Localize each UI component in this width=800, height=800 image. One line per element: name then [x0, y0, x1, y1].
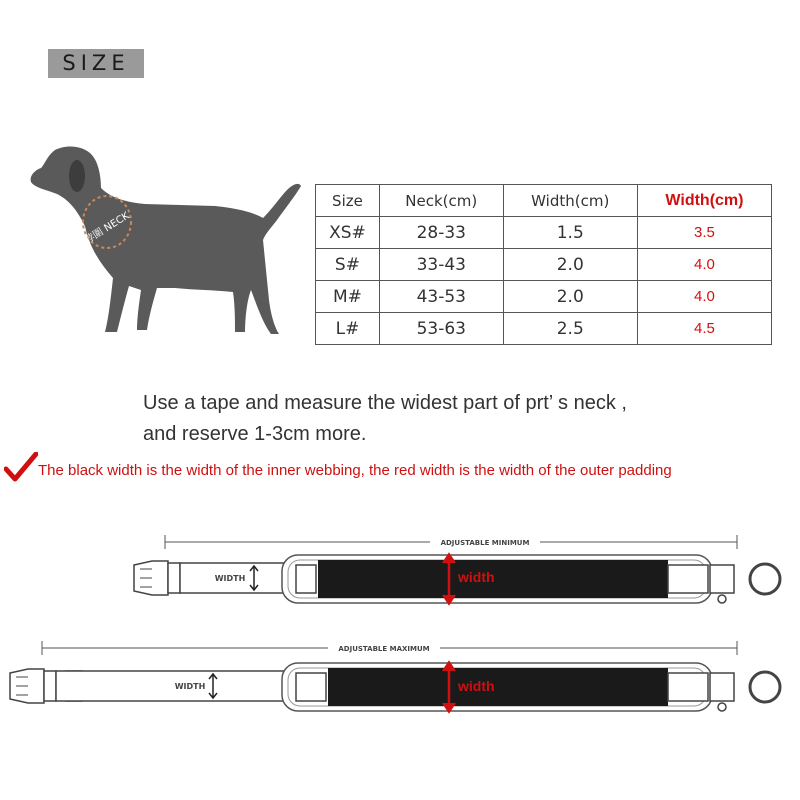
cell-inner-width: 2.5	[503, 313, 637, 345]
cell-size: L#	[316, 313, 380, 345]
table-row	[316, 217, 772, 249]
checkmark-icon	[4, 452, 38, 482]
measure-instructions	[143, 388, 627, 450]
black-webbing	[328, 668, 668, 706]
cell-outer-width: 3.5	[637, 217, 771, 249]
neck-label: 脖圍 NECK	[82, 210, 132, 247]
cell-outer-width: 4.0	[637, 249, 771, 281]
cell-inner-width: 2.0	[503, 281, 637, 313]
max-label: ADJUSTABLE MAXIMUM	[338, 645, 430, 653]
cell-outer-width: 4.5	[637, 313, 771, 345]
cell-outer-width: 4.0	[637, 281, 771, 313]
cell-size: XS#	[316, 217, 380, 249]
dog-ear	[69, 160, 85, 192]
inner-width-label: WIDTH	[174, 682, 206, 691]
collar-minimum	[134, 535, 780, 604]
col-header-outer-width: Width(cm)	[637, 185, 771, 217]
col-header-size: Size	[316, 185, 380, 217]
cell-size: M#	[316, 281, 380, 313]
d-ring-icon	[750, 564, 780, 594]
cell-neck: 28-33	[379, 217, 503, 249]
collar-diagram	[0, 515, 800, 725]
cell-neck: 43-53	[379, 281, 503, 313]
cell-inner-width: 1.5	[503, 217, 637, 249]
outer-width-label: width	[458, 678, 495, 694]
cell-neck: 53-63	[379, 313, 503, 345]
dog-illustration	[25, 140, 305, 360]
cell-neck: 33-43	[379, 249, 503, 281]
instruction-line-2: and reserve 1-3cm more.	[143, 423, 367, 445]
table-row	[316, 313, 772, 345]
table-row	[316, 249, 772, 281]
width-note	[4, 452, 800, 486]
col-header-neck: Neck(cm)	[379, 185, 503, 217]
note-text: The black width is the width of the inner webbing, the red width is the width of the outer padding	[38, 462, 672, 479]
d-ring-icon	[750, 672, 780, 702]
instruction-line-1: Use a tape and measure the widest part of prt’ s neck ,	[143, 392, 627, 414]
table-row	[316, 281, 772, 313]
inner-width-label: WIDTH	[214, 574, 246, 583]
cell-size: S#	[316, 249, 380, 281]
cell-inner-width: 2.0	[503, 249, 637, 281]
table-header-row	[316, 185, 772, 217]
col-header-inner-width: Width(cm)	[503, 185, 637, 217]
min-label: ADJUSTABLE MINIMUM	[440, 539, 530, 547]
outer-width-label: width	[458, 569, 495, 585]
collar-maximum	[10, 641, 780, 712]
size-heading: SIZE	[48, 49, 144, 78]
size-table	[315, 184, 772, 345]
